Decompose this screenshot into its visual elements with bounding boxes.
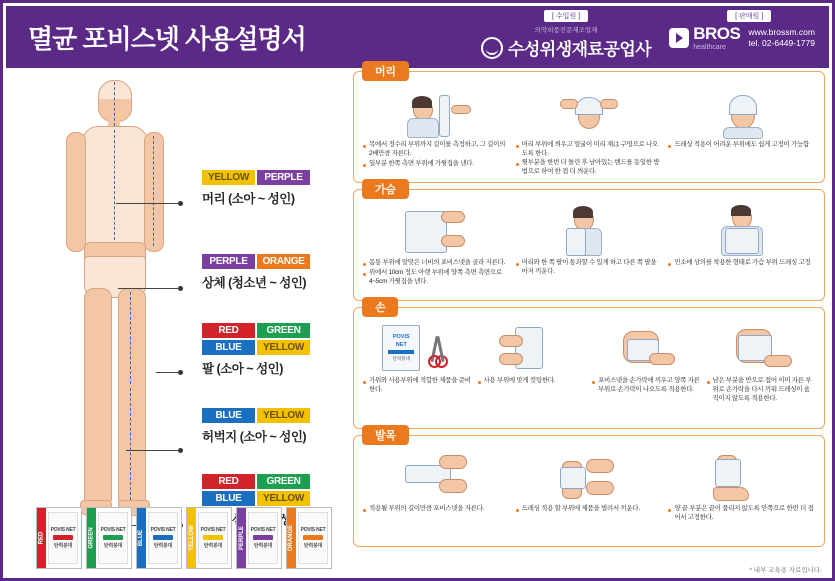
head-measure-illustration bbox=[363, 86, 510, 138]
product-title: POVIS NET bbox=[100, 527, 126, 533]
maker-name-row bbox=[481, 35, 651, 60]
package-band bbox=[388, 350, 414, 354]
scissors-icon bbox=[424, 328, 452, 368]
step-text: 몸통 부위에 알맞은 너비의 포비스넷을 골라 자른다. bbox=[363, 259, 510, 268]
figure-hair-shape bbox=[412, 96, 432, 108]
illustration-shapes bbox=[399, 87, 473, 137]
product-title: POVIS NET bbox=[50, 527, 76, 533]
illustration-shapes bbox=[495, 323, 569, 373]
step-texts bbox=[363, 505, 510, 515]
brand-subtitle: healthcare bbox=[693, 44, 726, 51]
product-spine-label: BLUE bbox=[138, 529, 145, 547]
section-hand-tab: 손 bbox=[362, 297, 398, 317]
guide-thigh bbox=[130, 292, 131, 384]
guide-arm bbox=[153, 136, 154, 246]
product-color-band bbox=[253, 535, 273, 540]
hand-shape bbox=[441, 235, 465, 247]
product-face bbox=[148, 512, 178, 564]
product-box bbox=[36, 507, 82, 569]
color-chip: YELLOW bbox=[257, 491, 310, 506]
step-text: 드레싱 적용 할 부위에 제품을 벌려서 끼운다. bbox=[516, 505, 663, 514]
illustration-shapes bbox=[609, 323, 683, 373]
illustration-shapes bbox=[705, 205, 779, 255]
illustration-shapes bbox=[552, 451, 626, 501]
section-chest-tab: 가슴 bbox=[362, 179, 409, 199]
color-chip: YELLOW bbox=[257, 408, 310, 423]
hand-shape bbox=[586, 459, 614, 473]
bros-logo bbox=[669, 25, 740, 51]
color-chip: YELLOW bbox=[257, 340, 310, 355]
product-spine-label: ORANGE bbox=[288, 524, 295, 552]
hand-shape bbox=[499, 335, 523, 347]
section-head bbox=[353, 66, 825, 183]
product-spine bbox=[237, 508, 246, 568]
product-spine bbox=[37, 508, 46, 568]
leader-line-arm bbox=[156, 372, 180, 373]
hand-shape bbox=[499, 353, 523, 365]
color-chip: ORANGE bbox=[257, 254, 310, 269]
color-chip: GREEN bbox=[257, 474, 310, 489]
product-face bbox=[48, 512, 78, 564]
label-thigh bbox=[202, 408, 310, 445]
step-text: 목에서 정수리 부위까지 길이를 측정하고, 그 길이의 2배만큼 자른다. bbox=[363, 141, 510, 159]
illustration-shapes bbox=[552, 205, 626, 255]
product-and-scissors-illustration bbox=[363, 322, 472, 374]
step-texts bbox=[516, 141, 663, 178]
step-text: 사용 부위에 맞게 컷팅한다. bbox=[478, 377, 587, 386]
step bbox=[665, 84, 818, 178]
head-fixed-illustration bbox=[668, 86, 815, 138]
net-vest-shape bbox=[725, 228, 759, 254]
step-texts bbox=[707, 377, 816, 404]
step-text: 적용될 부위의 길이만큼 포비스넷을 자른다. bbox=[363, 505, 510, 514]
forearm-shape bbox=[764, 355, 792, 367]
illustration-shapes bbox=[552, 87, 626, 137]
net-on-leg-shape bbox=[560, 467, 586, 489]
package-name: NET bbox=[395, 342, 407, 348]
figure-torso bbox=[82, 126, 148, 248]
product-face bbox=[248, 512, 278, 564]
color-chip: RED bbox=[202, 323, 255, 338]
color-chip: YELLOW bbox=[202, 170, 255, 185]
label-arm-caption: 팔 (소아 ~ 성인) bbox=[202, 362, 283, 376]
chest-apply-illustration bbox=[516, 204, 663, 256]
color-chip: BLUE bbox=[202, 491, 255, 506]
step-text: 양 끝 부분은 끝이 풀리지 않도록 안쪽으로 한번 더 접어서 고정한다. bbox=[668, 505, 815, 523]
step bbox=[360, 202, 513, 296]
section-chest bbox=[353, 184, 825, 301]
step-texts bbox=[516, 259, 663, 278]
step-texts bbox=[516, 505, 663, 515]
label-head bbox=[202, 170, 310, 207]
step bbox=[704, 320, 819, 424]
net-vest-shape bbox=[566, 228, 586, 256]
telephone: tel. 02-6449-1779 bbox=[748, 38, 815, 48]
figure-hair-shape bbox=[731, 205, 751, 216]
product-subtitle: 탄력붕대 bbox=[103, 543, 123, 549]
color-chip: PERPLE bbox=[202, 254, 255, 269]
step-texts bbox=[363, 377, 472, 396]
step-text: 남은 부분을 반으로 접어 이미 자른 부위로 손가락을 다시 끼워 드레싱이 움직이지 않도록 적용한다. bbox=[707, 377, 816, 403]
net-strip-shape bbox=[439, 95, 450, 137]
ankle-apply-illustration bbox=[516, 450, 663, 502]
head-apply-illustration bbox=[516, 86, 663, 138]
chest-done-illustration bbox=[668, 204, 815, 256]
step-text: 가위와 사용부위에 적합한 제품을 준비한다. bbox=[363, 377, 472, 395]
section-hand-steps bbox=[360, 320, 818, 424]
product-subtitle: 탄력붕대 bbox=[303, 543, 323, 549]
step bbox=[360, 84, 513, 178]
step bbox=[360, 448, 513, 542]
guide-torso bbox=[114, 130, 115, 240]
hand-apply-illustration bbox=[592, 322, 701, 374]
guide-leg bbox=[130, 388, 131, 500]
product-title: POVIS NET bbox=[150, 527, 176, 533]
maker-tag: [ 수입원 ] bbox=[544, 10, 588, 22]
header-right bbox=[481, 6, 829, 68]
product-face bbox=[98, 512, 128, 564]
label-thigh-caption: 허벅지 (소아 ~ 성인) bbox=[202, 430, 307, 444]
footnote: * 내부 교육용 자료입니다. bbox=[749, 567, 822, 574]
product-box bbox=[186, 507, 232, 569]
hand-shape bbox=[441, 211, 465, 223]
bros-wordmark bbox=[693, 25, 740, 51]
product-title: POVIS NET bbox=[300, 527, 326, 533]
page-title: 멸균 포비스넷 사용설명서 bbox=[28, 23, 306, 54]
foot-shape bbox=[713, 487, 749, 501]
product-color-band bbox=[203, 535, 223, 540]
product-title: POVIS NET bbox=[250, 527, 276, 533]
product-box bbox=[136, 507, 182, 569]
brand-name: BROS bbox=[693, 24, 741, 43]
figure-head-cap bbox=[98, 80, 132, 99]
package-brand: POVIS bbox=[392, 334, 410, 340]
figure-body-shape bbox=[723, 127, 763, 139]
step-text: 윗부분을 한번 더 돌린 후 남아있는 밴드를 동일한 방법으로 하여 한 겹 더 씌운다. bbox=[516, 159, 663, 177]
step-texts bbox=[478, 377, 587, 387]
step bbox=[475, 320, 590, 424]
step-text: 드레싱 적용이 어려운 부위에도 쉽게 고정이 가능함 bbox=[668, 141, 815, 150]
chip-row-head bbox=[202, 170, 310, 185]
product-color-band bbox=[303, 535, 323, 540]
maker-logo-icon bbox=[481, 37, 503, 59]
step bbox=[360, 320, 475, 424]
color-chip: BLUE bbox=[202, 340, 255, 355]
ankle-done-illustration bbox=[668, 450, 815, 502]
color-chip: PERPLE bbox=[257, 170, 310, 185]
section-hand bbox=[353, 302, 825, 429]
illustration-shapes bbox=[724, 323, 798, 373]
product-spine-label: RED bbox=[38, 531, 45, 545]
label-arm bbox=[202, 323, 310, 377]
step-text: 머리와 한 쪽 팔이 통과할 수 있게 하고 다른 쪽 팔을 마저 끼운다. bbox=[516, 259, 663, 277]
contact-info bbox=[748, 27, 815, 50]
hand-shape bbox=[439, 479, 467, 493]
leader-line-torso bbox=[118, 288, 180, 289]
product-subtitle: 탄력붕대 bbox=[53, 543, 73, 549]
step-text: 민소매 상의를 착용한 형태로 가슴 부위 드레싱 고정 bbox=[668, 259, 815, 268]
section-ankle-steps bbox=[360, 448, 818, 542]
leader-line-thigh bbox=[126, 450, 180, 451]
website: www.brossm.com bbox=[748, 26, 815, 37]
step-texts bbox=[668, 259, 815, 269]
figure-left-leg bbox=[84, 288, 112, 505]
chip-row-torso bbox=[202, 254, 310, 269]
seller-tag: [ 판매원 ] bbox=[727, 10, 771, 22]
instructions-panel bbox=[353, 66, 825, 560]
forearm-shape bbox=[649, 353, 675, 365]
product-lineup bbox=[36, 507, 332, 569]
step-text: 일부분 한쪽 측면 부위에 가윗집을 낸다. bbox=[363, 160, 510, 169]
net-on-leg-shape bbox=[715, 459, 741, 487]
product-spine-label: YELLOW bbox=[188, 525, 195, 551]
figure-right-leg bbox=[118, 288, 146, 505]
color-chip: BLUE bbox=[202, 408, 255, 423]
product-subtitle: 탄력붕대 bbox=[153, 543, 173, 549]
chip-row-arm bbox=[202, 323, 310, 355]
color-chip: RED bbox=[202, 474, 255, 489]
product-color-band bbox=[153, 535, 173, 540]
maker-name: 수성위생재료공업사 bbox=[507, 40, 652, 59]
label-head-caption: 머리 (소아 ~ 성인) bbox=[202, 192, 295, 206]
product-spine bbox=[187, 508, 196, 568]
illustration-shapes bbox=[399, 451, 473, 501]
header bbox=[6, 6, 829, 68]
figure-hair-shape bbox=[573, 206, 593, 218]
figure-left-arm bbox=[66, 132, 86, 252]
hand-shape bbox=[439, 455, 467, 469]
step-text: 머리 부위에 씌우고 얼굴이 미리 재は 구멍으로 나오도록 한다. bbox=[516, 141, 663, 159]
product-spine bbox=[137, 508, 146, 568]
product-spine bbox=[287, 508, 296, 568]
chip-row-thigh bbox=[202, 408, 310, 423]
seller-info bbox=[669, 6, 829, 68]
step bbox=[513, 202, 666, 296]
illustration-shapes bbox=[705, 451, 779, 501]
product-title: POVIS NET bbox=[200, 527, 226, 533]
chest-cut-illustration bbox=[363, 204, 510, 256]
section-head-steps bbox=[360, 84, 818, 178]
product-spine bbox=[87, 508, 96, 568]
scissors-ring bbox=[435, 355, 448, 368]
product-package bbox=[382, 325, 420, 371]
step bbox=[665, 202, 818, 296]
figure-body-shape bbox=[407, 118, 439, 138]
ankle-cut-illustration bbox=[363, 450, 510, 502]
step-text: 위에서 10cm 정도 아랫 부위에 양쪽 측면 측면으로 4~5cm 가윗집을 낸다. bbox=[363, 269, 510, 287]
hand-fold-illustration bbox=[707, 322, 816, 374]
illustration-shapes bbox=[705, 87, 779, 137]
product-box bbox=[236, 507, 282, 569]
section-head-tab: 머리 bbox=[362, 61, 409, 81]
product-face bbox=[198, 512, 228, 564]
section-ankle-tab: 발목 bbox=[362, 425, 409, 445]
package-sub: 탄력붕대 bbox=[392, 356, 410, 361]
hand-shape bbox=[600, 99, 618, 109]
step bbox=[513, 448, 666, 542]
step-text: 포비스넷을 손가락에 끼우고 양쪽 자른 부위로 손가락이 나오도록 적용한다. bbox=[592, 377, 701, 395]
product-subtitle: 탄력붕대 bbox=[253, 543, 273, 549]
hand-shape bbox=[451, 105, 471, 114]
step bbox=[665, 448, 818, 542]
step-texts bbox=[668, 141, 815, 151]
net-cap-shape bbox=[575, 97, 603, 115]
play-triangle-icon bbox=[669, 28, 689, 48]
section-chest-steps bbox=[360, 202, 818, 296]
illustration-shapes bbox=[399, 205, 473, 255]
step bbox=[513, 84, 666, 178]
maker-subtitle: 의약외품전문제조업체 bbox=[534, 27, 598, 34]
seller-row bbox=[669, 25, 815, 51]
maker-info bbox=[481, 6, 651, 68]
hand-cut-illustration bbox=[478, 322, 587, 374]
product-spine-label: GREEN bbox=[88, 527, 95, 549]
product-color-band bbox=[53, 535, 73, 540]
product-spine-label: PERPLE bbox=[238, 525, 245, 551]
chip-row-leg bbox=[202, 474, 310, 506]
step-texts bbox=[363, 141, 510, 169]
hand-shape bbox=[586, 481, 614, 495]
step-texts bbox=[592, 377, 701, 396]
step bbox=[589, 320, 704, 424]
color-chip: GREEN bbox=[257, 323, 310, 338]
leader-line-head bbox=[116, 203, 180, 204]
hand-shape bbox=[560, 99, 578, 109]
product-box bbox=[286, 507, 332, 569]
guide-head bbox=[114, 82, 115, 126]
step-texts bbox=[668, 505, 815, 524]
body-map-panel bbox=[6, 68, 351, 575]
figure-right-arm bbox=[144, 132, 164, 252]
product-face bbox=[298, 512, 328, 564]
step-texts bbox=[363, 259, 510, 287]
label-torso-caption: 상체 (청소년 ~ 성인) bbox=[202, 276, 307, 290]
net-cap-shape bbox=[729, 95, 757, 115]
section-ankle bbox=[353, 430, 825, 547]
label-torso bbox=[202, 254, 310, 291]
product-subtitle: 탄력붕대 bbox=[203, 543, 223, 549]
product-box bbox=[86, 507, 132, 569]
human-body-figure bbox=[54, 80, 174, 520]
product-color-band bbox=[103, 535, 123, 540]
